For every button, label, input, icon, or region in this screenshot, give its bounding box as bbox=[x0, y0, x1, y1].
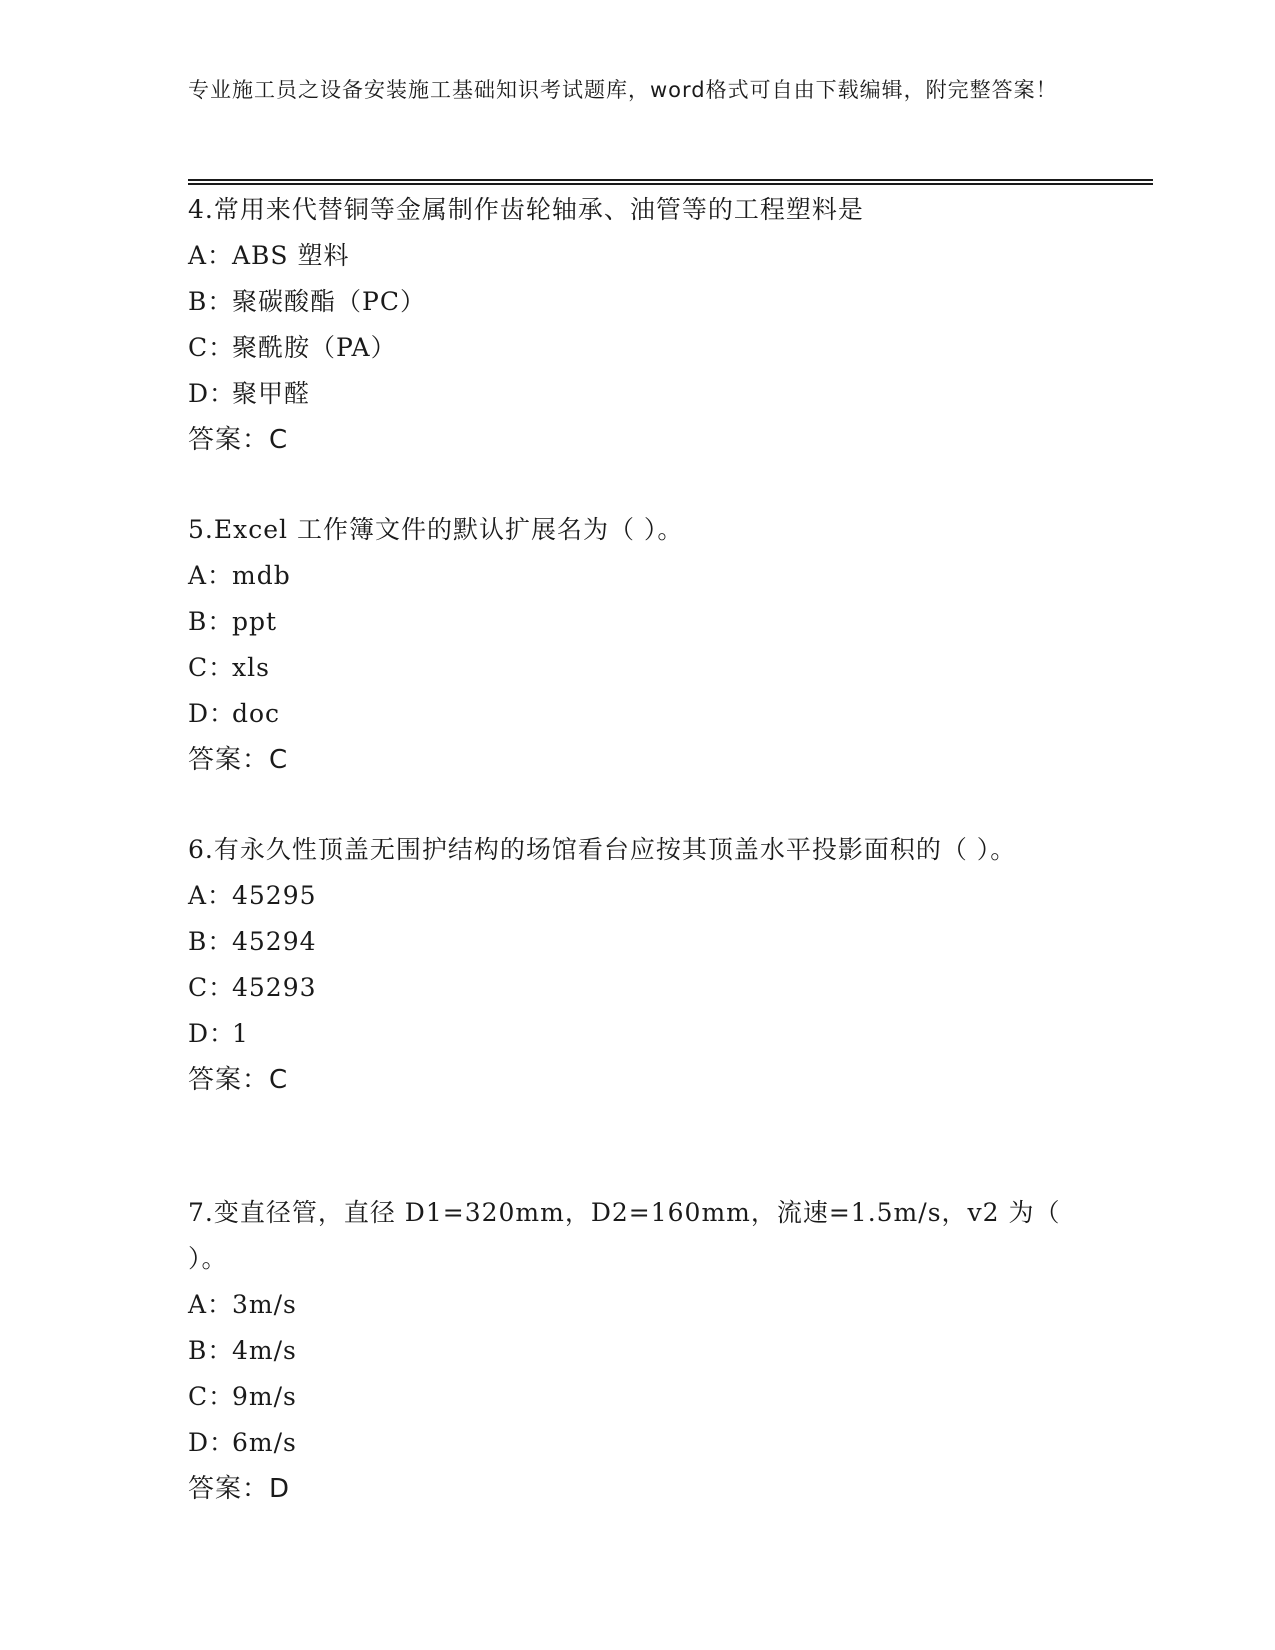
document-header: 专业施工员之设备安装施工基础知识考试题库，word格式可自由下载编辑，附完整答案！ bbox=[188, 78, 1058, 102]
option-text: xls bbox=[232, 653, 270, 682]
option-c bbox=[188, 645, 1078, 691]
option-d bbox=[188, 1420, 1078, 1466]
option-text: 1 bbox=[232, 1019, 249, 1048]
option-b bbox=[188, 1328, 1078, 1374]
option-text: 3m/s bbox=[232, 1290, 297, 1319]
option-key: A： bbox=[188, 241, 234, 270]
option-key: C： bbox=[188, 333, 235, 362]
question-6 bbox=[188, 827, 1078, 1103]
question-stem: 7.变直径管，直径 D1=320mm，D2=160mm，流速=1.5m/s，v2 为（ ）。 bbox=[188, 1198, 1061, 1273]
option-key: B： bbox=[188, 1336, 234, 1365]
option-text: 6m/s bbox=[232, 1428, 297, 1457]
option-key: A： bbox=[188, 561, 234, 590]
option-text: ppt bbox=[232, 607, 278, 636]
option-b bbox=[188, 919, 1078, 965]
option-text: ABS 塑料 bbox=[232, 241, 350, 270]
option-text: 45293 bbox=[232, 973, 317, 1002]
option-key: A： bbox=[188, 1290, 234, 1319]
option-key: C： bbox=[188, 1382, 235, 1411]
option-key: D： bbox=[188, 1019, 236, 1048]
option-d bbox=[188, 1011, 1078, 1057]
option-text: 9m/s bbox=[232, 1382, 297, 1411]
option-key: A： bbox=[188, 881, 234, 910]
option-a bbox=[188, 553, 1078, 599]
option-text: 45294 bbox=[232, 927, 317, 956]
question-stem: 5.Excel 工作簿文件的默认扩展名为（ ）。 bbox=[188, 515, 684, 544]
answer-line: 答案：C bbox=[188, 425, 289, 455]
question-stem: 6.有永久性顶盖无围护结构的场馆看台应按其顶盖水平投影面积的（ ）。 bbox=[188, 835, 1017, 864]
header-divider-bottom bbox=[188, 183, 1153, 185]
option-key: D： bbox=[188, 1428, 236, 1457]
question-stem: 4.常用来代替铜等金属制作齿轮轴承、油管等的工程塑料是 bbox=[188, 195, 864, 224]
option-text: 聚甲醛 bbox=[232, 379, 311, 408]
option-text: doc bbox=[232, 699, 281, 728]
option-text: 45295 bbox=[232, 881, 317, 910]
option-d bbox=[188, 691, 1078, 737]
question-7 bbox=[188, 1190, 1078, 1512]
option-b bbox=[188, 599, 1078, 645]
option-c bbox=[188, 965, 1078, 1011]
option-b bbox=[188, 279, 1078, 325]
option-c bbox=[188, 325, 1078, 371]
option-key: D： bbox=[188, 379, 236, 408]
question-5 bbox=[188, 507, 1078, 783]
answer-line: 答案：C bbox=[188, 745, 289, 775]
option-text: 聚酰胺（PA） bbox=[232, 333, 397, 362]
option-a bbox=[188, 873, 1078, 919]
answer-line: 答案：C bbox=[188, 1065, 289, 1095]
option-a bbox=[188, 233, 1078, 279]
option-key: B： bbox=[188, 927, 234, 956]
header-divider-top bbox=[188, 179, 1153, 181]
option-key: B： bbox=[188, 287, 234, 316]
option-c bbox=[188, 1374, 1078, 1420]
question-4 bbox=[188, 187, 1078, 463]
option-a bbox=[188, 1282, 1078, 1328]
option-text: 4m/s bbox=[232, 1336, 297, 1365]
option-key: D： bbox=[188, 699, 236, 728]
option-key: C： bbox=[188, 973, 235, 1002]
option-d bbox=[188, 371, 1078, 417]
option-key: C： bbox=[188, 653, 235, 682]
answer-line: 答案：D bbox=[188, 1474, 291, 1504]
option-text: 聚碳酸酯（PC） bbox=[232, 287, 426, 316]
option-text: mdb bbox=[232, 561, 291, 590]
option-key: B： bbox=[188, 607, 234, 636]
